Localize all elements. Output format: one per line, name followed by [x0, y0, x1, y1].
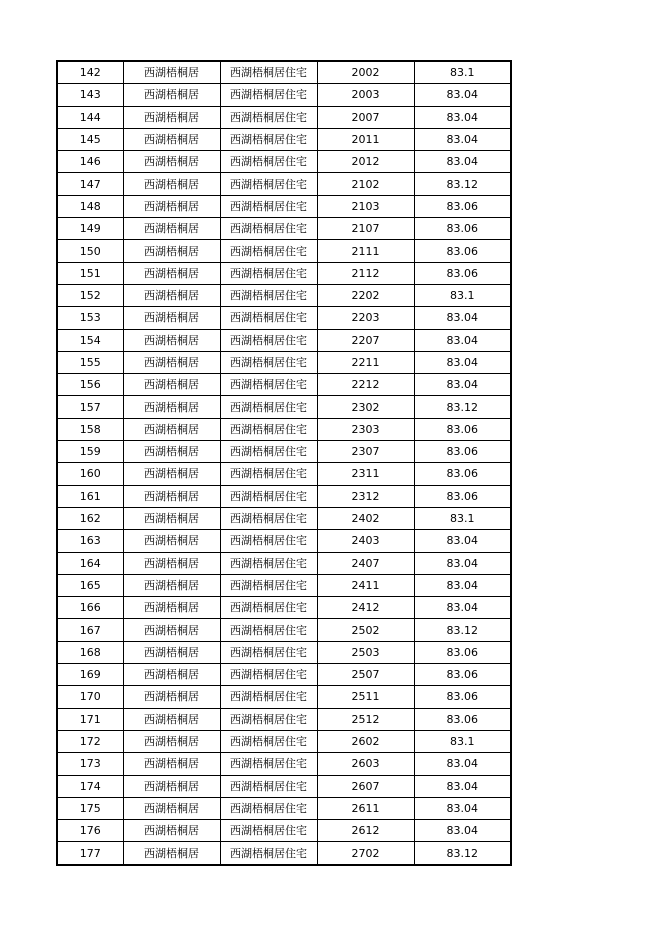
row-number-cell[interactable]: 147	[57, 173, 123, 195]
property-type-cell[interactable]: 西湖梧桐居住宅	[220, 374, 317, 396]
room-number-cell[interactable]: 2503	[317, 641, 414, 663]
room-number-cell[interactable]: 2212	[317, 374, 414, 396]
row-number-cell[interactable]: 153	[57, 307, 123, 329]
project-name-cell[interactable]: 西湖梧桐居	[123, 552, 220, 574]
property-type-cell[interactable]: 西湖梧桐居住宅	[220, 418, 317, 440]
table-row	[57, 619, 511, 641]
property-type-cell[interactable]: 西湖梧桐居住宅	[220, 463, 317, 485]
area-cell[interactable]: 83.1	[414, 507, 511, 529]
row-number-cell[interactable]: 156	[57, 374, 123, 396]
area-cell[interactable]: 83.04	[414, 128, 511, 150]
table-row	[57, 775, 511, 797]
project-name-cell[interactable]: 西湖梧桐居	[123, 173, 220, 195]
room-number-cell[interactable]: 2107	[317, 218, 414, 240]
row-number-cell[interactable]: 152	[57, 284, 123, 306]
table-row	[57, 708, 511, 730]
property-type-cell[interactable]: 西湖梧桐居住宅	[220, 307, 317, 329]
project-name-cell[interactable]: 西湖梧桐居	[123, 686, 220, 708]
room-number-cell[interactable]: 2002	[317, 61, 414, 84]
spreadsheet-page	[56, 60, 510, 866]
project-name-cell[interactable]: 西湖梧桐居	[123, 753, 220, 775]
project-name-cell[interactable]: 西湖梧桐居	[123, 218, 220, 240]
area-cell[interactable]: 83.06	[414, 262, 511, 284]
room-number-cell[interactable]: 2411	[317, 574, 414, 596]
table-row	[57, 84, 511, 106]
area-cell[interactable]: 83.04	[414, 106, 511, 128]
property-type-cell[interactable]: 西湖梧桐居住宅	[220, 329, 317, 351]
project-name-cell[interactable]: 西湖梧桐居	[123, 485, 220, 507]
room-number-cell[interactable]: 2511	[317, 686, 414, 708]
room-number-cell[interactable]: 2312	[317, 485, 414, 507]
table-row	[57, 641, 511, 663]
table-row	[57, 61, 511, 84]
table-row	[57, 374, 511, 396]
row-number-cell[interactable]: 169	[57, 664, 123, 686]
property-type-cell[interactable]: 西湖梧桐居住宅	[220, 396, 317, 418]
property-type-cell[interactable]: 西湖梧桐居住宅	[220, 619, 317, 641]
row-number-cell[interactable]: 159	[57, 441, 123, 463]
row-number-cell[interactable]: 172	[57, 730, 123, 752]
table-row	[57, 240, 511, 262]
table-row	[57, 284, 511, 306]
table-row	[57, 441, 511, 463]
table-row	[57, 507, 511, 529]
project-name-cell[interactable]: 西湖梧桐居	[123, 664, 220, 686]
property-type-cell[interactable]: 西湖梧桐居住宅	[220, 262, 317, 284]
property-type-cell[interactable]: 西湖梧桐居住宅	[220, 284, 317, 306]
property-type-cell[interactable]: 西湖梧桐居住宅	[220, 530, 317, 552]
project-name-cell[interactable]: 西湖梧桐居	[123, 374, 220, 396]
project-name-cell[interactable]: 西湖梧桐居	[123, 530, 220, 552]
room-number-cell[interactable]: 2611	[317, 797, 414, 819]
row-number-cell[interactable]: 168	[57, 641, 123, 663]
row-number-cell[interactable]: 155	[57, 351, 123, 373]
project-name-cell[interactable]: 西湖梧桐居	[123, 284, 220, 306]
property-type-cell[interactable]: 西湖梧桐居住宅	[220, 485, 317, 507]
room-number-cell[interactable]: 2211	[317, 351, 414, 373]
table-row	[57, 307, 511, 329]
table-row	[57, 151, 511, 173]
property-type-cell[interactable]: 西湖梧桐居住宅	[220, 797, 317, 819]
project-name-cell[interactable]: 西湖梧桐居	[123, 842, 220, 865]
area-cell[interactable]: 83.04	[414, 753, 511, 775]
table-row	[57, 218, 511, 240]
area-cell[interactable]: 83.06	[414, 664, 511, 686]
project-name-cell[interactable]: 西湖梧桐居	[123, 730, 220, 752]
area-cell[interactable]: 83.06	[414, 218, 511, 240]
room-number-cell[interactable]: 2507	[317, 664, 414, 686]
area-cell[interactable]: 83.12	[414, 396, 511, 418]
table-row	[57, 396, 511, 418]
property-type-cell[interactable]: 西湖梧桐居住宅	[220, 730, 317, 752]
room-number-cell[interactable]: 2612	[317, 820, 414, 842]
row-number-cell[interactable]: 148	[57, 195, 123, 217]
project-name-cell[interactable]: 西湖梧桐居	[123, 775, 220, 797]
property-type-cell[interactable]: 西湖梧桐居住宅	[220, 597, 317, 619]
project-name-cell[interactable]: 西湖梧桐居	[123, 507, 220, 529]
area-cell[interactable]: 83.06	[414, 708, 511, 730]
property-type-cell[interactable]: 西湖梧桐居住宅	[220, 441, 317, 463]
property-type-cell[interactable]: 西湖梧桐居住宅	[220, 775, 317, 797]
room-number-cell[interactable]: 2207	[317, 329, 414, 351]
project-name-cell[interactable]: 西湖梧桐居	[123, 262, 220, 284]
room-number-cell[interactable]: 2011	[317, 128, 414, 150]
table-row	[57, 574, 511, 596]
table-row	[57, 664, 511, 686]
table-row	[57, 730, 511, 752]
project-name-cell[interactable]: 西湖梧桐居	[123, 329, 220, 351]
room-number-cell[interactable]: 2402	[317, 507, 414, 529]
table-row	[57, 842, 511, 865]
room-number-cell[interactable]: 2311	[317, 463, 414, 485]
property-type-cell[interactable]: 西湖梧桐居住宅	[220, 240, 317, 262]
area-cell[interactable]: 83.06	[414, 463, 511, 485]
area-cell[interactable]: 83.06	[414, 195, 511, 217]
room-number-cell[interactable]: 2202	[317, 284, 414, 306]
area-cell[interactable]: 83.06	[414, 441, 511, 463]
row-number-cell[interactable]: 154	[57, 329, 123, 351]
row-number-cell[interactable]: 149	[57, 218, 123, 240]
row-number-cell[interactable]: 170	[57, 686, 123, 708]
row-number-cell[interactable]: 174	[57, 775, 123, 797]
row-number-cell[interactable]: 146	[57, 151, 123, 173]
property-type-cell[interactable]: 西湖梧桐居住宅	[220, 753, 317, 775]
table-body	[57, 61, 511, 865]
row-number-cell[interactable]: 165	[57, 574, 123, 596]
property-type-cell[interactable]: 西湖梧桐居住宅	[220, 351, 317, 373]
project-name-cell[interactable]: 西湖梧桐居	[123, 708, 220, 730]
project-name-cell[interactable]: 西湖梧桐居	[123, 195, 220, 217]
row-number-cell[interactable]: 162	[57, 507, 123, 529]
row-number-cell[interactable]: 177	[57, 842, 123, 865]
table-row	[57, 463, 511, 485]
project-name-cell[interactable]: 西湖梧桐居	[123, 351, 220, 373]
area-cell[interactable]: 83.12	[414, 173, 511, 195]
area-cell[interactable]: 83.04	[414, 530, 511, 552]
table-row	[57, 686, 511, 708]
property-type-cell[interactable]: 西湖梧桐居住宅	[220, 218, 317, 240]
table-row	[57, 351, 511, 373]
room-number-cell[interactable]: 2007	[317, 106, 414, 128]
area-cell[interactable]: 83.04	[414, 307, 511, 329]
area-cell[interactable]: 83.04	[414, 597, 511, 619]
table-row	[57, 753, 511, 775]
area-cell[interactable]: 83.04	[414, 351, 511, 373]
property-type-cell[interactable]: 西湖梧桐居住宅	[220, 128, 317, 150]
project-name-cell[interactable]: 西湖梧桐居	[123, 396, 220, 418]
room-number-cell[interactable]: 2302	[317, 396, 414, 418]
area-cell[interactable]: 83.1	[414, 730, 511, 752]
area-cell[interactable]: 83.06	[414, 641, 511, 663]
table-row	[57, 597, 511, 619]
row-number-cell[interactable]: 171	[57, 708, 123, 730]
property-type-cell[interactable]: 西湖梧桐居住宅	[220, 641, 317, 663]
project-name-cell[interactable]: 西湖梧桐居	[123, 619, 220, 641]
project-name-cell[interactable]: 西湖梧桐居	[123, 128, 220, 150]
project-name-cell[interactable]: 西湖梧桐居	[123, 307, 220, 329]
row-number-cell[interactable]: 160	[57, 463, 123, 485]
property-type-cell[interactable]: 西湖梧桐居住宅	[220, 686, 317, 708]
row-number-cell[interactable]: 158	[57, 418, 123, 440]
row-number-cell[interactable]: 161	[57, 485, 123, 507]
area-cell[interactable]: 83.06	[414, 418, 511, 440]
room-number-cell[interactable]: 2003	[317, 84, 414, 106]
project-name-cell[interactable]: 西湖梧桐居	[123, 641, 220, 663]
room-number-cell[interactable]: 2502	[317, 619, 414, 641]
area-cell[interactable]: 83.04	[414, 552, 511, 574]
table-row	[57, 195, 511, 217]
property-type-cell[interactable]: 西湖梧桐居住宅	[220, 820, 317, 842]
area-cell[interactable]: 83.04	[414, 329, 511, 351]
table-row	[57, 173, 511, 195]
table-row	[57, 530, 511, 552]
area-cell[interactable]: 83.04	[414, 820, 511, 842]
room-number-cell[interactable]: 2103	[317, 195, 414, 217]
room-number-cell[interactable]: 2203	[317, 307, 414, 329]
room-number-cell[interactable]: 2112	[317, 262, 414, 284]
room-number-cell[interactable]: 2012	[317, 151, 414, 173]
project-name-cell[interactable]: 西湖梧桐居	[123, 61, 220, 84]
room-number-cell[interactable]: 2607	[317, 775, 414, 797]
property-type-cell[interactable]: 西湖梧桐居住宅	[220, 842, 317, 865]
table-row	[57, 552, 511, 574]
row-number-cell[interactable]: 157	[57, 396, 123, 418]
row-number-cell[interactable]: 150	[57, 240, 123, 262]
property-type-cell[interactable]: 西湖梧桐居住宅	[220, 173, 317, 195]
project-name-cell[interactable]: 西湖梧桐居	[123, 463, 220, 485]
property-type-cell[interactable]: 西湖梧桐居住宅	[220, 61, 317, 84]
property-type-cell[interactable]: 西湖梧桐居住宅	[220, 664, 317, 686]
row-number-cell[interactable]: 143	[57, 84, 123, 106]
room-number-cell[interactable]: 2412	[317, 597, 414, 619]
area-cell[interactable]: 83.04	[414, 151, 511, 173]
area-cell[interactable]: 83.06	[414, 686, 511, 708]
area-cell[interactable]: 83.1	[414, 284, 511, 306]
project-name-cell[interactable]: 西湖梧桐居	[123, 84, 220, 106]
table-row	[57, 418, 511, 440]
project-name-cell[interactable]: 西湖梧桐居	[123, 106, 220, 128]
table-row	[57, 128, 511, 150]
table-row	[57, 820, 511, 842]
row-number-cell[interactable]: 175	[57, 797, 123, 819]
area-cell[interactable]: 83.1	[414, 61, 511, 84]
project-name-cell[interactable]: 西湖梧桐居	[123, 820, 220, 842]
table-row	[57, 797, 511, 819]
room-number-cell[interactable]: 2407	[317, 552, 414, 574]
project-name-cell[interactable]: 西湖梧桐居	[123, 797, 220, 819]
table-row	[57, 262, 511, 284]
property-type-cell[interactable]: 西湖梧桐居住宅	[220, 552, 317, 574]
project-name-cell[interactable]: 西湖梧桐居	[123, 151, 220, 173]
area-cell[interactable]: 83.04	[414, 374, 511, 396]
room-number-cell[interactable]: 2512	[317, 708, 414, 730]
data-table	[56, 60, 512, 866]
area-cell[interactable]: 83.04	[414, 797, 511, 819]
row-number-cell[interactable]: 166	[57, 597, 123, 619]
room-number-cell[interactable]: 2603	[317, 753, 414, 775]
row-number-cell[interactable]: 164	[57, 552, 123, 574]
area-cell[interactable]: 83.04	[414, 775, 511, 797]
row-number-cell[interactable]: 176	[57, 820, 123, 842]
project-name-cell[interactable]: 西湖梧桐居	[123, 441, 220, 463]
property-type-cell[interactable]: 西湖梧桐居住宅	[220, 84, 317, 106]
area-cell[interactable]: 83.06	[414, 485, 511, 507]
area-cell[interactable]: 83.12	[414, 619, 511, 641]
area-cell[interactable]: 83.04	[414, 574, 511, 596]
area-cell[interactable]: 83.06	[414, 240, 511, 262]
project-name-cell[interactable]: 西湖梧桐居	[123, 240, 220, 262]
project-name-cell[interactable]: 西湖梧桐居	[123, 418, 220, 440]
row-number-cell[interactable]: 142	[57, 61, 123, 84]
project-name-cell[interactable]: 西湖梧桐居	[123, 574, 220, 596]
area-cell[interactable]: 83.12	[414, 842, 511, 865]
area-cell[interactable]: 83.04	[414, 84, 511, 106]
table-row	[57, 485, 511, 507]
room-number-cell[interactable]: 2307	[317, 441, 414, 463]
room-number-cell[interactable]: 2102	[317, 173, 414, 195]
property-type-cell[interactable]: 西湖梧桐居住宅	[220, 151, 317, 173]
row-number-cell[interactable]: 167	[57, 619, 123, 641]
property-type-cell[interactable]: 西湖梧桐居住宅	[220, 195, 317, 217]
row-number-cell[interactable]: 145	[57, 128, 123, 150]
room-number-cell[interactable]: 2111	[317, 240, 414, 262]
room-number-cell[interactable]: 2303	[317, 418, 414, 440]
row-number-cell[interactable]: 151	[57, 262, 123, 284]
room-number-cell[interactable]: 2602	[317, 730, 414, 752]
property-type-cell[interactable]: 西湖梧桐居住宅	[220, 708, 317, 730]
project-name-cell[interactable]: 西湖梧桐居	[123, 597, 220, 619]
property-type-cell[interactable]: 西湖梧桐居住宅	[220, 574, 317, 596]
property-type-cell[interactable]: 西湖梧桐居住宅	[220, 507, 317, 529]
property-type-cell[interactable]: 西湖梧桐居住宅	[220, 106, 317, 128]
row-number-cell[interactable]: 144	[57, 106, 123, 128]
table-row	[57, 329, 511, 351]
room-number-cell[interactable]: 2403	[317, 530, 414, 552]
row-number-cell[interactable]: 173	[57, 753, 123, 775]
row-number-cell[interactable]: 163	[57, 530, 123, 552]
table-row	[57, 106, 511, 128]
room-number-cell[interactable]: 2702	[317, 842, 414, 865]
